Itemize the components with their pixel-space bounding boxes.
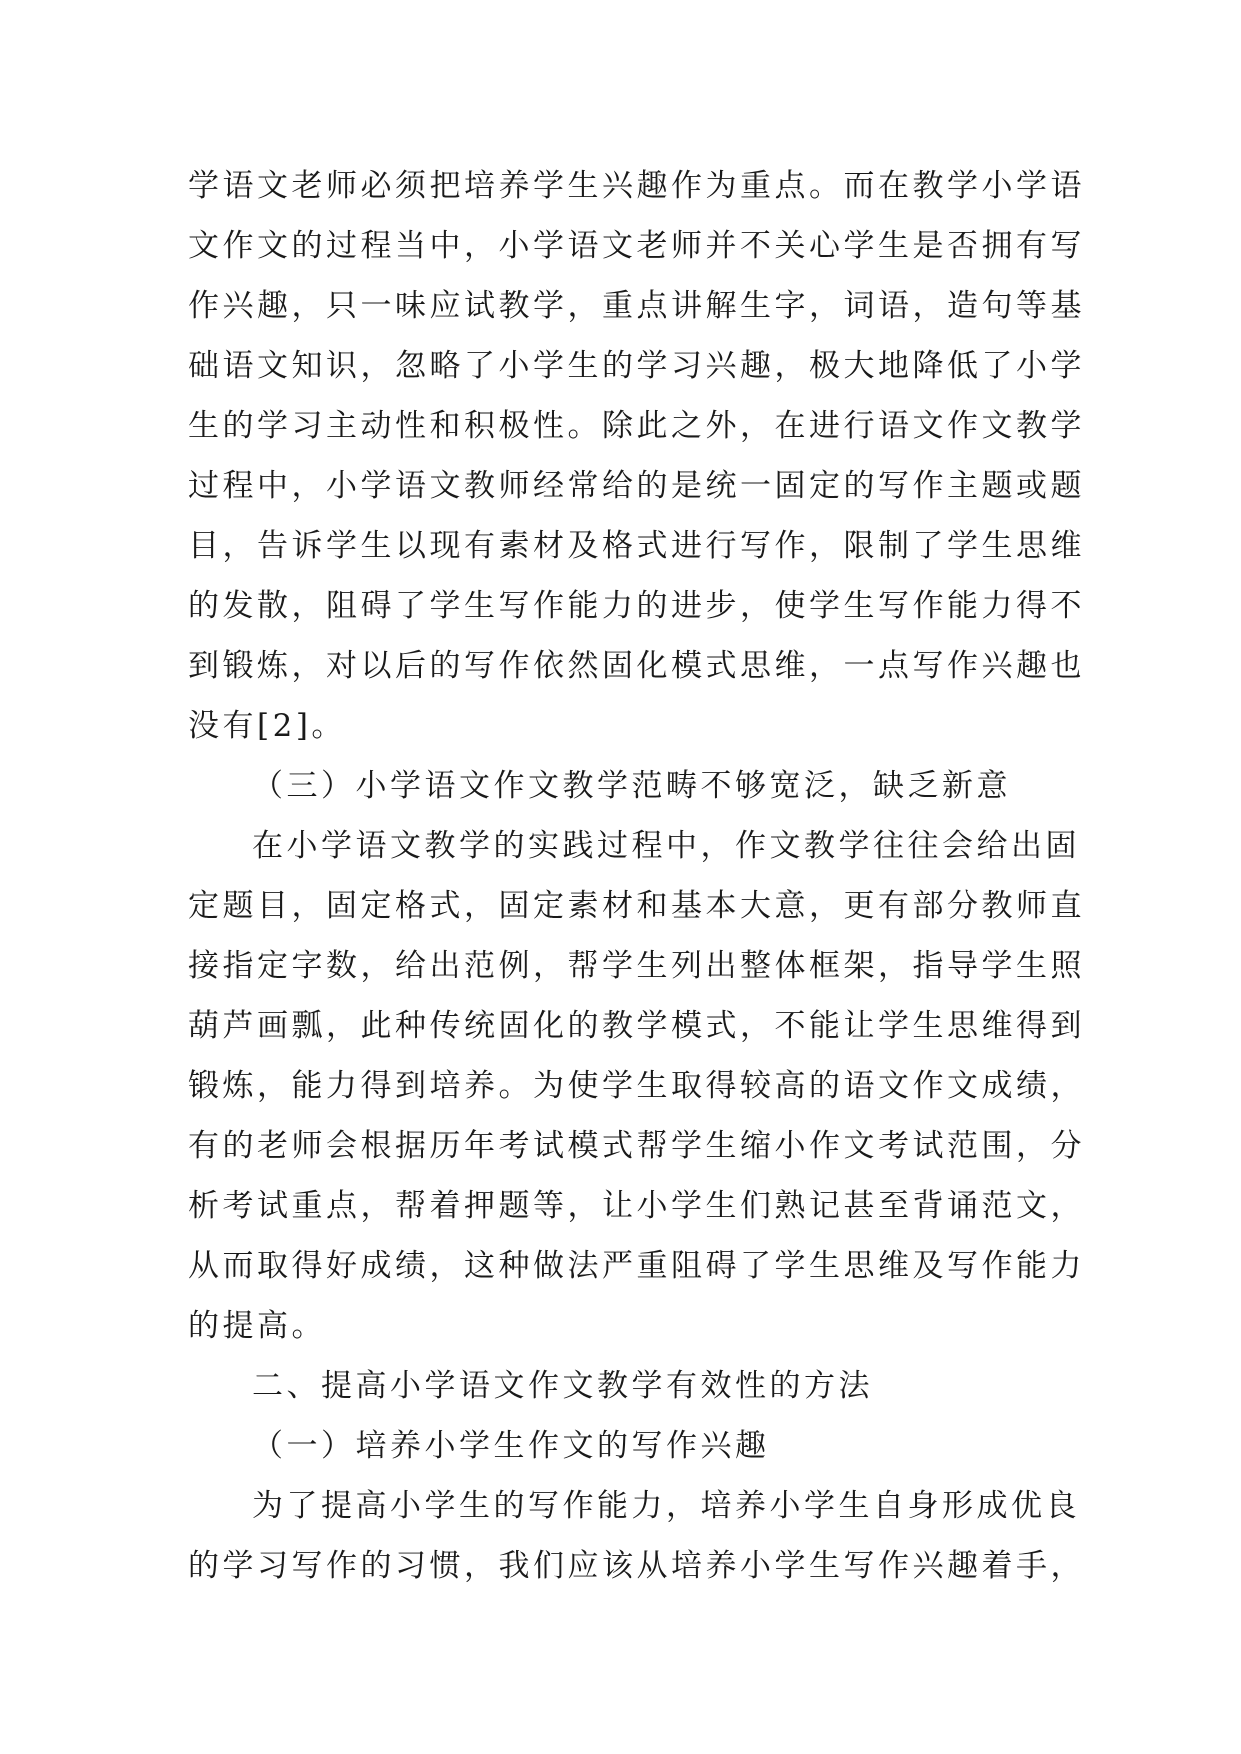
paragraph-line: 到锻炼，对以后的写作依然固化模式思维，一点写作兴趣也 — [188, 648, 1085, 684]
paragraph-line: 的发散，阻碍了学生写作能力的进步，使学生写作能力得不 — [188, 588, 1085, 624]
paragraph-1 — [188, 156, 1085, 756]
paragraph-3 — [188, 1476, 1085, 1596]
document-body — [188, 156, 1085, 1596]
paragraph-line: 锻炼，能力得到培养。为使学生取得较高的语文作文成绩， — [188, 1068, 1085, 1104]
paragraph-line: 没有[2]。 — [188, 708, 346, 744]
paragraph-line: 学语文老师必须把培养学生兴趣作为重点。而在教学小学语 — [188, 168, 1085, 204]
paragraph-line: 有的老师会根据历年考试模式帮学生缩小作文考试范围，分 — [188, 1128, 1085, 1164]
paragraph-line: 在小学语文教学的实践过程中，作文教学往往会给出固 — [252, 828, 1080, 864]
paragraph-line: 从而取得好成绩，这种做法严重阻碍了学生思维及写作能力 — [188, 1248, 1085, 1284]
paragraph-line: 础语文知识，忽略了小学生的学习兴趣，极大地降低了小学 — [188, 348, 1085, 384]
section-title: 二、提高小学语文作文教学有效性的方法 — [252, 1368, 873, 1404]
paragraph-line: 的提高。 — [188, 1308, 326, 1344]
paragraph-line: 葫芦画瓢，此种传统固化的教学模式，不能让学生思维得到 — [188, 1008, 1085, 1044]
paragraph-line: 目，告诉学生以现有素材及格式进行写作，限制了学生思维 — [188, 528, 1085, 564]
paragraph-line: 接指定字数，给出范例，帮学生列出整体框架，指导学生照 — [188, 948, 1085, 984]
paragraph-2 — [188, 816, 1085, 1356]
paragraph-line: 为了提高小学生的写作能力，培养小学生自身形成优良 — [252, 1488, 1080, 1524]
paragraph-line: 定题目，固定格式，固定素材和基本大意，更有部分教师直 — [188, 888, 1085, 924]
paragraph-line: 文作文的过程当中，小学语文老师并不关心学生是否拥有写 — [188, 228, 1085, 264]
paragraph-line: 作兴趣，只一味应试教学，重点讲解生字，词语，造句等基 — [188, 288, 1085, 324]
paragraph-line: 析考试重点，帮着押题等，让小学生们熟记甚至背诵范文， — [188, 1188, 1085, 1224]
subsection-heading-1: （一）培养小学生作文的写作兴趣 — [252, 1428, 770, 1464]
paragraph-line: 过程中，小学语文教师经常给的是统一固定的写作主题或题 — [188, 468, 1085, 504]
paragraph-line: 的学习写作的习惯，我们应该从培养小学生写作兴趣着手， — [188, 1548, 1085, 1584]
subsection-heading-3: （三）小学语文作文教学范畴不够宽泛，缺乏新意 — [252, 768, 1011, 804]
paragraph-line: 生的学习主动性和积极性。除此之外，在进行语文作文教学 — [188, 408, 1085, 444]
